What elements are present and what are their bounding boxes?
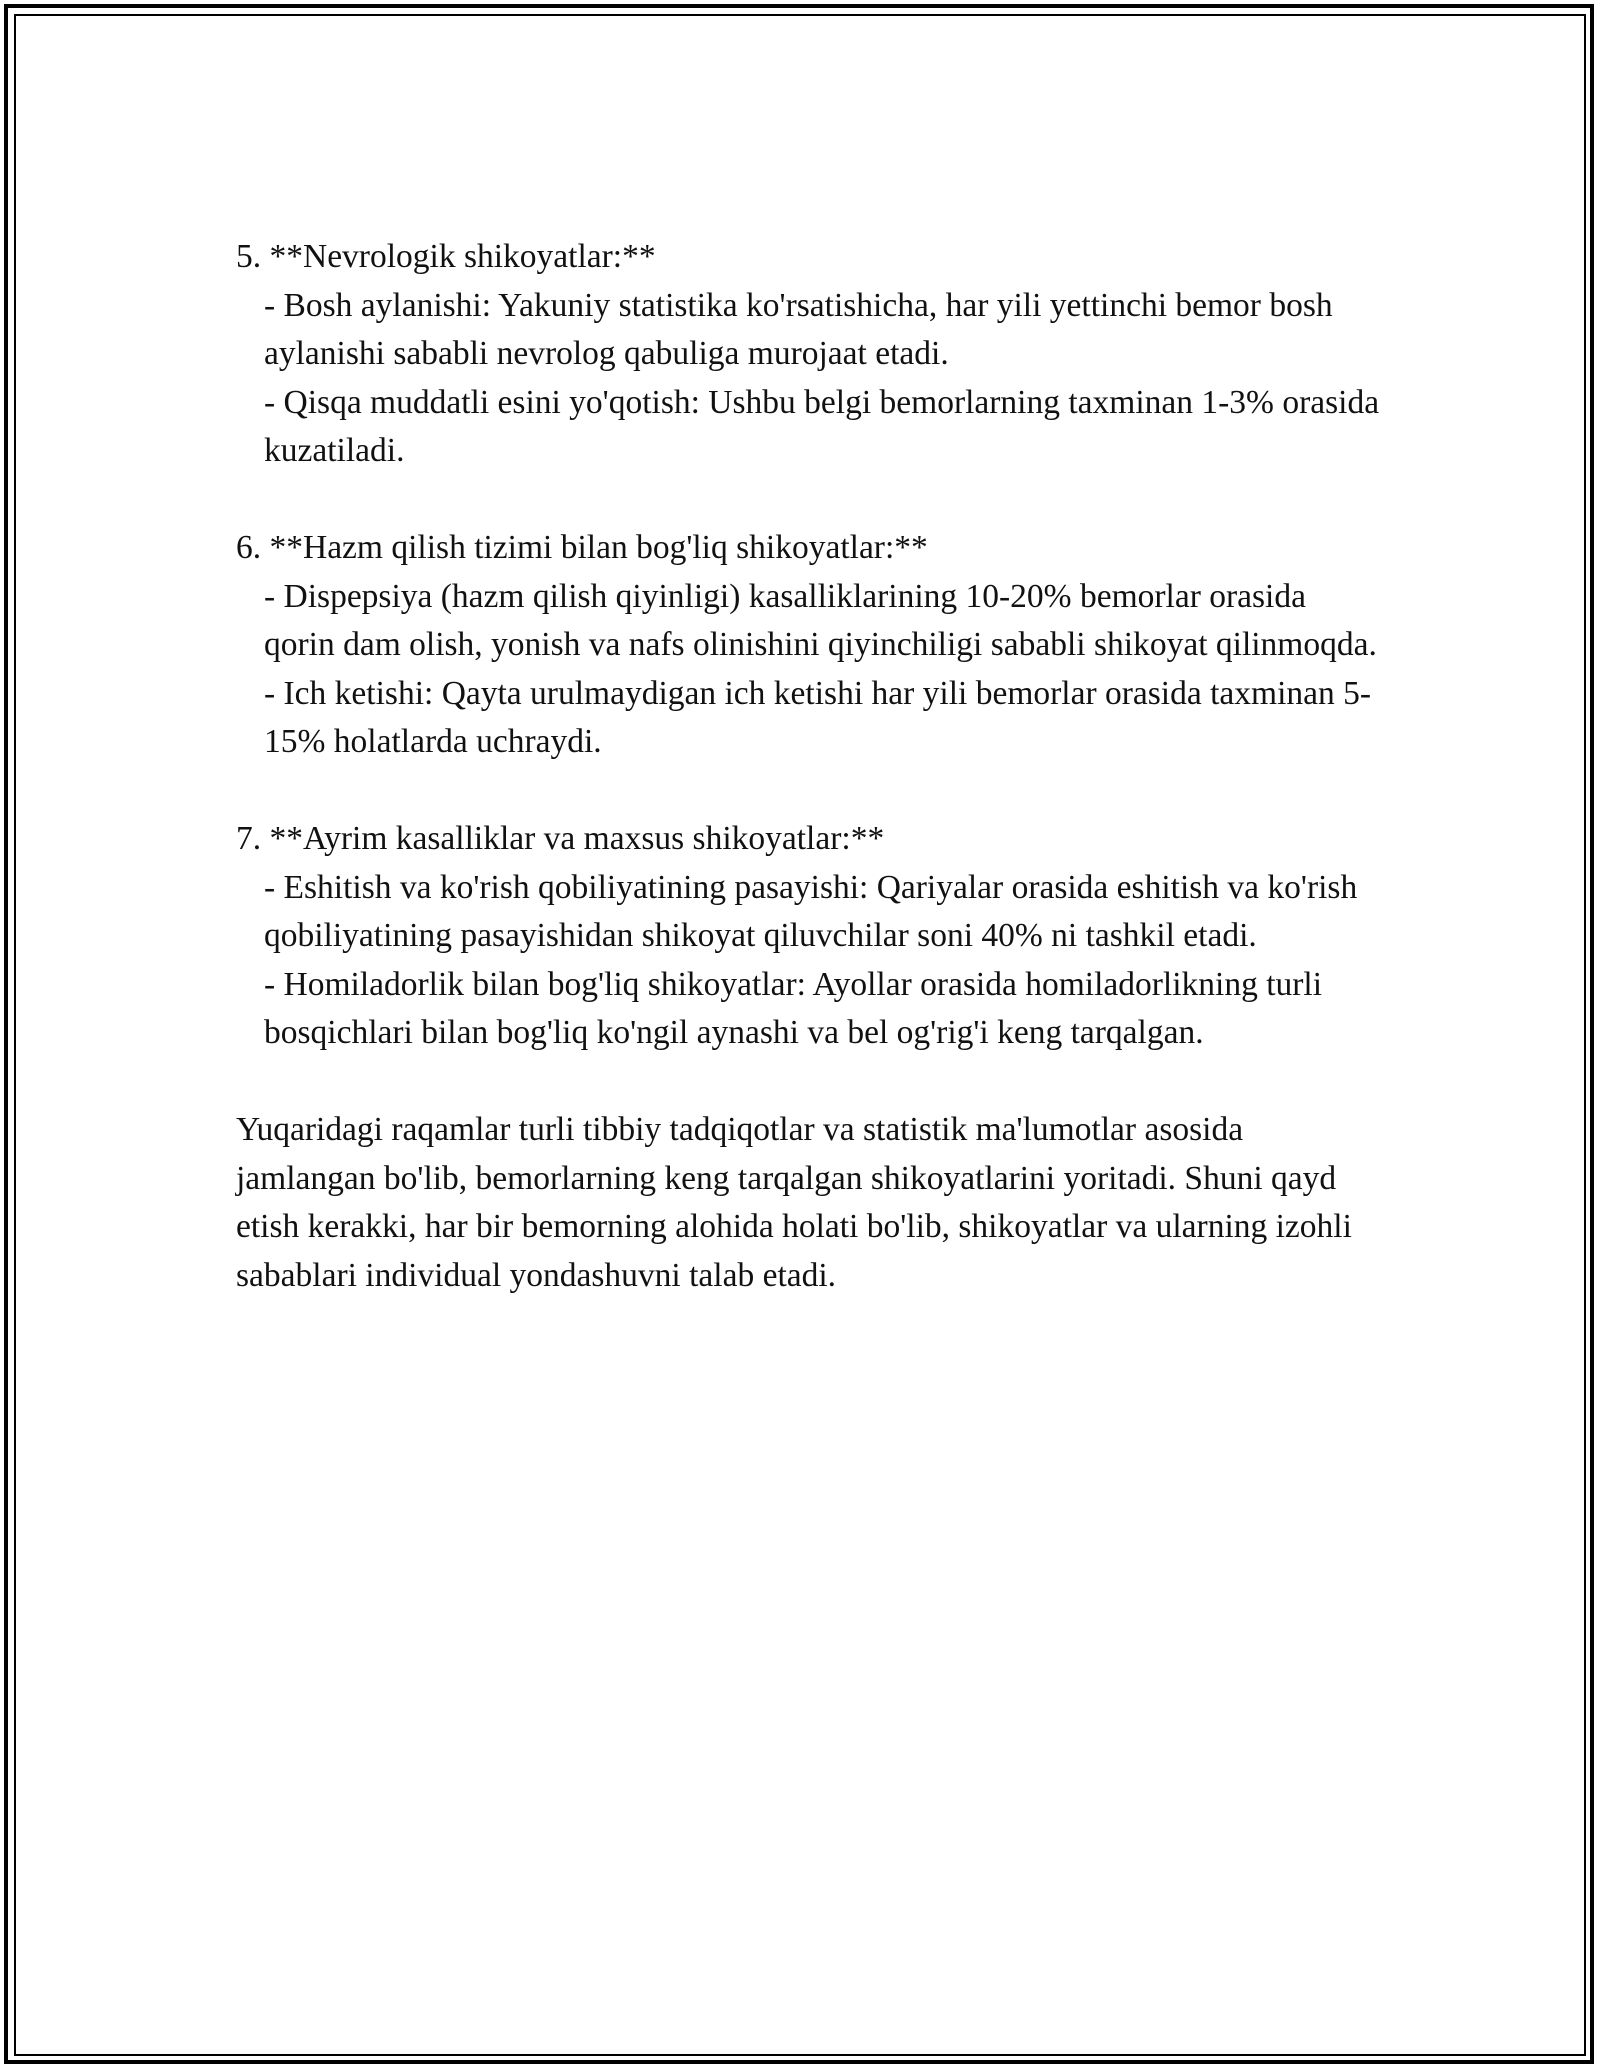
list-item: - Dispepsiya (hazm qilish qiyinligi) kasalliklarining 10-20% bemorlar orasida qorin dam olish, yonish va nafs olinishini qiyinchiligi sababli shikoyat qilinmoqda. <box>264 577 1377 663</box>
section-heading: 5. **Nevrologik shikoyatlar:** <box>236 238 656 275</box>
section-neurological-complaints <box>236 233 1388 476</box>
document-body <box>236 233 1388 1300</box>
list-item: - Eshitish va ko'rish qobiliyatining pasayishi: Qariyalar orasida eshitish va ko'rish qobiliyatining pasayishidan shikoyat qiluvchilar soni 40% ni tashkil etadi. <box>264 868 1366 954</box>
list-item: - Bosh aylanishi: Yakuniy statistika ko'rsatishicha, har yili yettinchi bemor bosh aylanishi sababli nevrolog qabuliga murojaat etadi. <box>264 286 1341 372</box>
section-heading: 7. **Ayrim kasalliklar va maxsus shikoyatlar:** <box>236 820 885 857</box>
list-item: - Ich ketishi: Qayta urulmaydigan ich ketishi har yili bemorlar orasida taxminan 5-15% holatlarda uchraydi. <box>264 674 1372 760</box>
conclusion-paragraph: Yuqaridagi raqamlar turli tibbiy tadqiqotlar va statistik ma'lumotlar asosida jamlangan bo'lib, bemorlarning keng tarqalgan shikoyatlarini yoritadi. Shuni qayd etish kerakki, har bir bemorning alohida holati bo'lib, shikoyatlar va ularning izohli sabablari individual yondashuvni talab etadi. <box>236 1111 1361 1294</box>
section-special-complaints <box>236 815 1381 1058</box>
list-item: - Homiladorlik bilan bog'liq shikoyatlar: Ayollar orasida homiladorlikning turli bosqichlari bilan bog'liq ko'ngil aynashi va bel og'rig'i keng tarqalgan. <box>264 965 1331 1051</box>
section-digestive-complaints <box>236 524 1381 767</box>
section-heading: 6. **Hazm qilish tizimi bilan bog'liq shikoyatlar:** <box>236 529 928 566</box>
list-item: - Qisqa muddatli esini yo'qotish: Ushbu belgi bemorlarning taxminan 1-3% orasida kuzatiladi. <box>264 383 1388 469</box>
